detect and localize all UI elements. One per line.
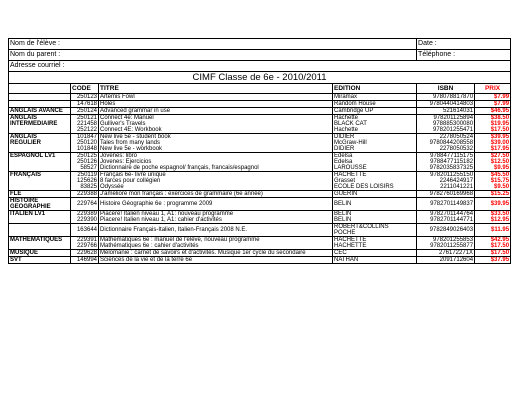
title-cell [99,134,333,153]
category-cell: ANGLAIS REGULIER [9,134,71,153]
phone-label: Téléphone : [418,51,456,58]
price-cell-line: $9.95 [494,165,510,171]
category-cell: MATHEMATIQUES [9,237,71,250]
isbn-cell-line: 978201255853 [433,237,474,243]
price-cell-line: $12.50 [490,159,510,165]
code-cell-line: 229389 [76,211,97,217]
edition-cell-line: LAROUSSE [334,165,367,171]
table-row [9,134,511,153]
edition-cell [333,172,417,191]
code-cell-line: 250120 [76,140,97,146]
code-cell: 229628 [71,250,99,257]
table-row [9,153,511,172]
isbn-cell: 978078817870 [417,94,475,101]
title-cell-line: New live 5e - workbook [100,146,163,152]
table-row [9,94,511,101]
title-cell: Dictionnaire Français-Italien, Italien-Français 2008 N.E. [99,224,333,237]
title-cell-line: Piacere! Italien niveau 1, A1: nouveau programme [100,211,234,217]
price-cell-line: $33.50 [490,211,510,217]
isbn-column-header: ISBN [417,84,475,94]
edition-cell: Miramax [333,94,417,101]
table-row [9,101,511,108]
title-column-header: TITRE [99,84,333,94]
edition-cell-line: DIDIER [334,146,355,152]
edition-cell-line: BELIN [334,211,352,217]
edition-cell: Random House [333,101,417,108]
edition-cell: Cambridge UP [333,108,417,115]
table-row [9,237,511,250]
isbn-cell-line: 2278050532 [439,146,474,152]
title-cell-line: Connect 4E: Workbook [100,127,162,133]
title-cell-line: Mathématiques 6e : cahier d'activités [100,243,199,249]
title-cell-line: Français 6e- livre unique [100,172,166,178]
code-cell-line: 101848 [76,146,97,152]
category-cell: FRANÇAIS [9,172,71,191]
edition-cell-line: Hachette [334,127,359,133]
table-row [9,108,511,115]
phone-field[interactable] [417,50,511,61]
price-cell-line: $19.95 [490,121,510,127]
code-cell-line: 58527 [80,165,97,171]
code-cell [71,153,99,172]
category-cell: MUSIQUE [9,250,71,257]
edition-cell-line: HACHETTE [334,243,367,249]
edition-cell-line: POCHE [334,230,356,236]
edition-cell: BELIN [333,198,417,211]
edition-cell: GUÉRIN [333,191,417,198]
edition-cell-line: HACHETTE [334,172,367,178]
price-cell [475,172,511,191]
title-cell: J'améliore mon français : exercices de grammaire (6e année) [99,191,333,198]
title-cell-line: Dictionnaire de poche espagnol/ français, francais/espagnol [100,165,259,171]
price-cell-line: $39.95 [490,134,510,140]
isbn-cell-line: 9788477115175 [430,153,474,159]
edition-cell-line: McGraw-Hill [334,140,367,146]
table-row [9,191,511,198]
isbn-cell: 9782701149837 [417,198,475,211]
code-cell-line: 101847 [76,134,97,140]
price-cell-line: $17.95 [490,146,510,152]
student-name-label: Nom de l'élève : [10,40,60,47]
title-cell-line: 8 farces pour collégien [100,178,161,184]
price-cell-line: $38.50 [490,115,510,121]
price-cell [475,115,511,134]
title-cell-line: Piacere! Italien niveau 1, A1: cahier d'activités [100,217,222,223]
price-cell-line: $42.95 [490,237,510,243]
title-cell [99,115,333,134]
price-cell-line: $17.50 [490,243,510,249]
email-field[interactable] [9,61,511,72]
price-cell [475,153,511,172]
isbn-cell: 9782849026403 [417,224,475,237]
title-cell-line: New live 5e - student book [100,134,171,140]
isbn-cell-line: 9782011255877 [430,243,474,249]
parent-name-label: Nom du parent : [10,51,61,58]
edition-cell [333,134,417,153]
code-cell-line: 229390 [76,217,97,223]
code-cell: 229388 [71,191,99,198]
title-cell: Artemis Fowl [99,94,333,101]
code-cell-line: 83825 [80,184,97,190]
isbn-cell-line: 9780844208558 [429,140,474,146]
isbn-cell [417,115,475,134]
code-cell: 163644 [71,224,99,237]
isbn-cell [417,172,475,191]
book-list-sheet [8,38,510,264]
date-label: Date : [418,40,437,47]
category-column-header [9,84,71,94]
price-column-header: PRIX [475,84,511,94]
isbn-cell-line: 2211041221 [440,184,474,190]
isbn-cell [417,153,475,172]
code-cell-line: 250125 [76,153,97,159]
isbn-cell [417,211,475,224]
code-column-header: CODE [71,84,99,94]
code-cell-line: 250119 [77,172,97,178]
table-row [9,211,511,224]
isbn-cell: 276172271X [417,250,475,257]
isbn-cell-line: 2278050524 [439,134,474,140]
code-cell: 146994 [71,257,99,264]
edition-cell: NATHAN [333,257,417,264]
price-cell: $39.95 [475,198,511,211]
price-cell-line: $39.00 [490,140,510,146]
code-cell-line: 125626 [76,178,97,184]
code-cell: 229764 [71,198,99,211]
isbn-cell-line: 2246424917 [439,178,474,184]
code-cell: 250124 [71,108,99,115]
code-cell: 147618 [71,101,99,108]
email-label: Adresse courriel : [10,62,65,69]
code-cell-line: 252122 [76,127,97,133]
edition-cell-line: ECOLE DES LOISIRS [334,184,394,190]
edition-cell [333,237,417,250]
category-cell: ESPAGNOL LV1 [9,153,71,172]
title-cell-line: Jovenes: libro [100,153,138,159]
code-cell: 250123 [71,94,99,101]
price-cell-line: $15.75 [490,178,510,184]
category-cell: HISTOIRE GEOGRAPHIE [9,198,71,211]
category-cell [9,94,71,101]
edition-cell-line: Hachette [334,115,359,121]
code-cell-line: 229766 [76,243,97,249]
parent-name-field[interactable] [9,50,417,61]
isbn-cell-line: 978201125894 [433,115,474,121]
table-row [9,250,511,257]
code-cell-line: 250121 [76,115,97,121]
book-list-table [8,38,511,264]
title-cell-line: Connect 4e: Manuel [100,115,154,121]
title-cell-line: Odyssée [100,184,124,190]
edition-cell-line: Grasset [334,178,356,184]
title-cell: Sciences de la vie et de la terre 6e [99,257,333,264]
category-cell [9,224,71,237]
table-row [9,257,511,264]
isbn-cell [417,134,475,153]
edition-cell-line: Edelsa [334,159,353,165]
isbn-cell-line: 9788477115182 [430,159,474,165]
title-cell-line: Tales from many lands [100,140,161,146]
price-cell: $46.95 [475,108,511,115]
code-cell-line: 229391 [76,237,97,243]
title-cell: Advanced grammar in use [99,108,333,115]
edition-cell [333,224,417,237]
price-cell-line: $9.50 [494,184,510,190]
code-cell [71,115,99,134]
title-cell-line: Mathématiques 6e : manuel de l'élève, nouveau programme [100,237,260,243]
edition-column-header: EDITION [333,84,417,94]
list-title: CIMF Classe de 6e - 2010/2011 [9,72,511,84]
isbn-cell-line: 978885300080 [433,121,474,127]
price-cell-line: $12.95 [490,217,510,223]
category-cell: FLE [9,191,71,198]
price-cell [475,211,511,224]
title-cell [99,211,333,224]
isbn-cell-line: 9782701144764 [430,211,474,217]
price-cell: $17.50 [475,250,511,257]
student-name-field[interactable] [9,39,417,50]
edition-cell-line: ROBERT&COLLINS [334,224,389,230]
price-cell: $7.99 [475,101,511,108]
code-cell [71,172,99,191]
code-cell [71,211,99,224]
isbn-cell-line: 9782701144771 [430,217,474,223]
date-field[interactable] [417,39,511,50]
title-cell [99,172,333,191]
price-cell-line: $17.50 [490,127,510,133]
price-cell: $7.99 [475,94,511,101]
category-cell: ANGLAIS AVANCE [9,108,71,115]
price-cell [475,134,511,153]
table-row [9,172,511,191]
title-cell-line: Jovenes: Ejercicios [100,159,152,165]
table-row [9,115,511,134]
edition-cell-line: HACHETTE [334,237,367,243]
table-row [9,224,511,237]
category-cell: SVT [9,257,71,264]
isbn-cell: 9782760169968 [417,191,475,198]
edition-cell [333,211,417,224]
price-cell: $15.25 [475,191,511,198]
edition-cell [333,115,417,134]
title-cell: Holes [99,101,333,108]
edition-cell-line: BLACK CAT [334,121,367,127]
code-cell-line: 250126 [76,159,97,165]
category-cell: ITALIEN LV1 [9,211,71,224]
isbn-cell-line: 9782011255150 [430,172,474,178]
edition-cell-line: DIDIER [334,134,355,140]
table-row [9,198,511,211]
title-cell: Mélomanie : carnet de savoirs et d'activités. Musique 1er cycle du secondaire [99,250,333,257]
price-cell: $37.95 [475,257,511,264]
price-cell-line: $45.50 [490,172,510,178]
edition-cell [333,153,417,172]
isbn-cell: 2091712604 [417,257,475,264]
isbn-cell [417,237,475,250]
title-cell: Histoire Géographie 6e : programme 2009 [99,198,333,211]
price-cell [475,237,511,250]
title-cell-line: Gulliver's Travels [100,121,146,127]
category-cell: ANGLAIS INTERMEDIAIRE [9,115,71,134]
isbn-cell: 521614031 [417,108,475,115]
edition-cell: CEC [333,250,417,257]
code-cell-line: 221458 [76,121,97,127]
category-cell [9,101,71,108]
isbn-cell: 9780440414803 [417,101,475,108]
price-cell: $11.95 [475,224,511,237]
edition-cell-line: BELIN [334,217,352,223]
edition-cell-line: Edelsa [334,153,353,159]
title-cell [99,237,333,250]
code-cell [71,134,99,153]
isbn-cell-line: 9782035837325 [429,165,474,171]
title-cell [99,153,333,172]
price-cell-line: $27.50 [490,153,510,159]
code-cell [71,237,99,250]
isbn-cell-line: 978201255471 [433,127,474,133]
